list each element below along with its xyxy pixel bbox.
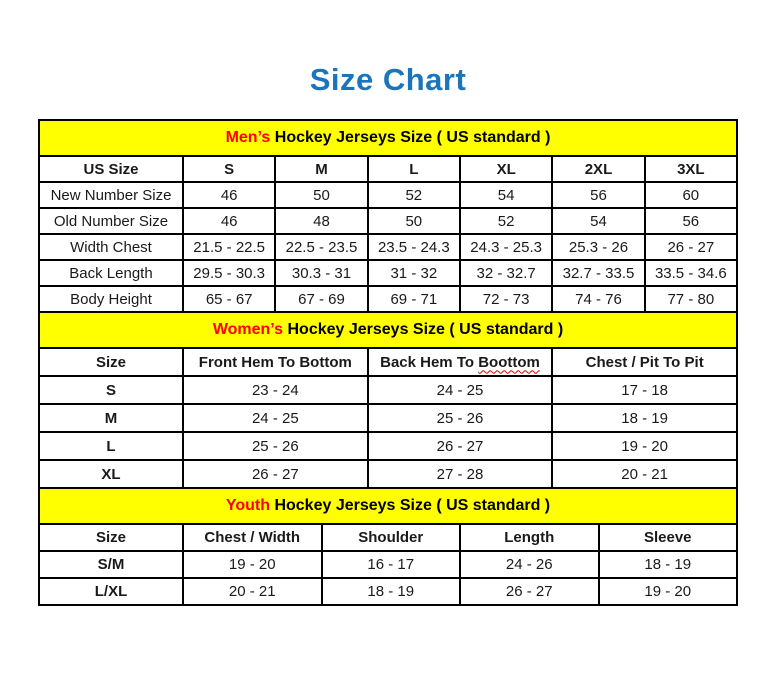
- size-chart: [38, 119, 738, 606]
- page-title: Size Chart: [309, 62, 467, 97]
- row-label: L/XL: [39, 578, 183, 605]
- size-cell: 18 - 19: [552, 404, 737, 432]
- size-cell: 54: [552, 208, 644, 234]
- column-header: Chest / Width: [183, 524, 322, 551]
- size-cell: 23 - 24: [183, 376, 368, 404]
- table-header-row: [39, 524, 737, 551]
- youth-size-table: [38, 523, 738, 606]
- size-cell: 46: [183, 182, 275, 208]
- size-cell: 32.7 - 33.5: [552, 260, 644, 286]
- size-cell: 16 - 17: [322, 551, 461, 578]
- table-row: [39, 404, 737, 432]
- column-header: S: [183, 156, 275, 182]
- row-label: XL: [39, 460, 183, 488]
- youth-label-highlight: Youth: [225, 497, 270, 514]
- column-header-text: Back Hem To: [380, 353, 479, 371]
- size-cell: 19 - 20: [552, 432, 737, 460]
- misspelled-word: Boottom: [478, 353, 540, 371]
- size-cell: 25 - 26: [368, 404, 553, 432]
- size-cell: 48: [275, 208, 367, 234]
- size-cell: 30.3 - 31: [275, 260, 367, 286]
- size-cell: 20 - 21: [183, 578, 322, 605]
- womens-label-rest: Hockey Jerseys Size ( US standard ): [283, 321, 564, 338]
- column-header: Sleeve: [599, 524, 738, 551]
- column-header: Shoulder: [322, 524, 461, 551]
- row-label: M: [39, 404, 183, 432]
- table-header-row: [39, 156, 737, 182]
- row-label: Body Height: [39, 286, 183, 312]
- size-cell: 77 - 80: [645, 286, 737, 312]
- mens-section: [38, 119, 738, 313]
- size-cell: 69 - 71: [368, 286, 460, 312]
- size-cell: 26 - 27: [183, 460, 368, 488]
- size-cell: 67 - 69: [275, 286, 367, 312]
- size-cell: 17 - 18: [552, 376, 737, 404]
- size-cell: 52: [460, 208, 552, 234]
- size-cell: 29.5 - 30.3: [183, 260, 275, 286]
- size-cell: 19 - 20: [599, 578, 738, 605]
- youth-section: [38, 487, 738, 606]
- size-cell: 20 - 21: [552, 460, 737, 488]
- column-header: Length: [460, 524, 599, 551]
- row-label: Width Chest: [39, 234, 183, 260]
- womens-label-highlight: Women’s: [212, 321, 284, 338]
- size-cell: 25.3 - 26: [552, 234, 644, 260]
- row-label: L: [39, 432, 183, 460]
- mens-size-table: [38, 155, 738, 313]
- size-cell: 50: [275, 182, 367, 208]
- womens-size-table: [38, 347, 738, 489]
- size-cell: 52: [368, 182, 460, 208]
- table-row: [39, 182, 737, 208]
- size-cell: 25 - 26: [183, 432, 368, 460]
- row-label: S/M: [39, 551, 183, 578]
- table-row: [39, 578, 737, 605]
- size-cell: 24 - 25: [368, 376, 553, 404]
- size-cell: 74 - 76: [552, 286, 644, 312]
- row-label: S: [39, 376, 183, 404]
- size-cell: 56: [645, 208, 737, 234]
- size-cell: 60: [645, 182, 737, 208]
- table-row: [39, 460, 737, 488]
- table-row: [39, 208, 737, 234]
- size-cell: 31 - 32: [368, 260, 460, 286]
- table-row: [39, 234, 737, 260]
- size-cell: 54: [460, 182, 552, 208]
- size-cell: 24.3 - 25.3: [460, 234, 552, 260]
- column-header: L: [368, 156, 460, 182]
- column-header: 2XL: [552, 156, 644, 182]
- size-cell: 24 - 25: [183, 404, 368, 432]
- size-cell: 26 - 27: [645, 234, 737, 260]
- size-cell: 72 - 73: [460, 286, 552, 312]
- column-header: Chest / Pit To Pit: [552, 348, 737, 376]
- size-cell: 50: [368, 208, 460, 234]
- size-cell: 23.5 - 24.3: [368, 234, 460, 260]
- size-cell: 24 - 26: [460, 551, 599, 578]
- size-cell: 18 - 19: [322, 578, 461, 605]
- column-header: 3XL: [645, 156, 737, 182]
- column-header: Size: [39, 348, 183, 376]
- table-header-row: [39, 348, 737, 376]
- youth-label-rest: Hockey Jerseys Size ( US standard ): [270, 497, 551, 514]
- size-cell: 21.5 - 22.5: [183, 234, 275, 260]
- column-header: M: [275, 156, 367, 182]
- youth-section-band: [38, 487, 738, 525]
- row-label: Old Number Size: [39, 208, 183, 234]
- size-cell: 56: [552, 182, 644, 208]
- column-header: XL: [460, 156, 552, 182]
- womens-section: [38, 311, 738, 489]
- table-row: [39, 551, 737, 578]
- table-row: [39, 376, 737, 404]
- column-header: Front Hem To Bottom: [183, 348, 368, 376]
- size-cell: 32 - 32.7: [460, 260, 552, 286]
- size-cell: 19 - 20: [183, 551, 322, 578]
- row-label: New Number Size: [39, 182, 183, 208]
- size-cell: 22.5 - 23.5: [275, 234, 367, 260]
- column-header: US Size: [39, 156, 183, 182]
- table-row: [39, 432, 737, 460]
- column-header: [368, 348, 553, 376]
- womens-section-band: [38, 311, 738, 349]
- size-cell: 46: [183, 208, 275, 234]
- size-cell: 18 - 19: [599, 551, 738, 578]
- table-row: [39, 260, 737, 286]
- size-cell: 33.5 - 34.6: [645, 260, 737, 286]
- size-cell: 26 - 27: [460, 578, 599, 605]
- mens-label-rest: Hockey Jerseys Size ( US standard ): [270, 129, 551, 146]
- row-label: Back Length: [39, 260, 183, 286]
- column-header: Size: [39, 524, 183, 551]
- table-row: [39, 286, 737, 312]
- size-cell: 26 - 27: [368, 432, 553, 460]
- mens-section-band: [38, 119, 738, 157]
- size-cell: 65 - 67: [183, 286, 275, 312]
- size-cell: 27 - 28: [368, 460, 553, 488]
- mens-label-highlight: Men’s: [225, 129, 271, 146]
